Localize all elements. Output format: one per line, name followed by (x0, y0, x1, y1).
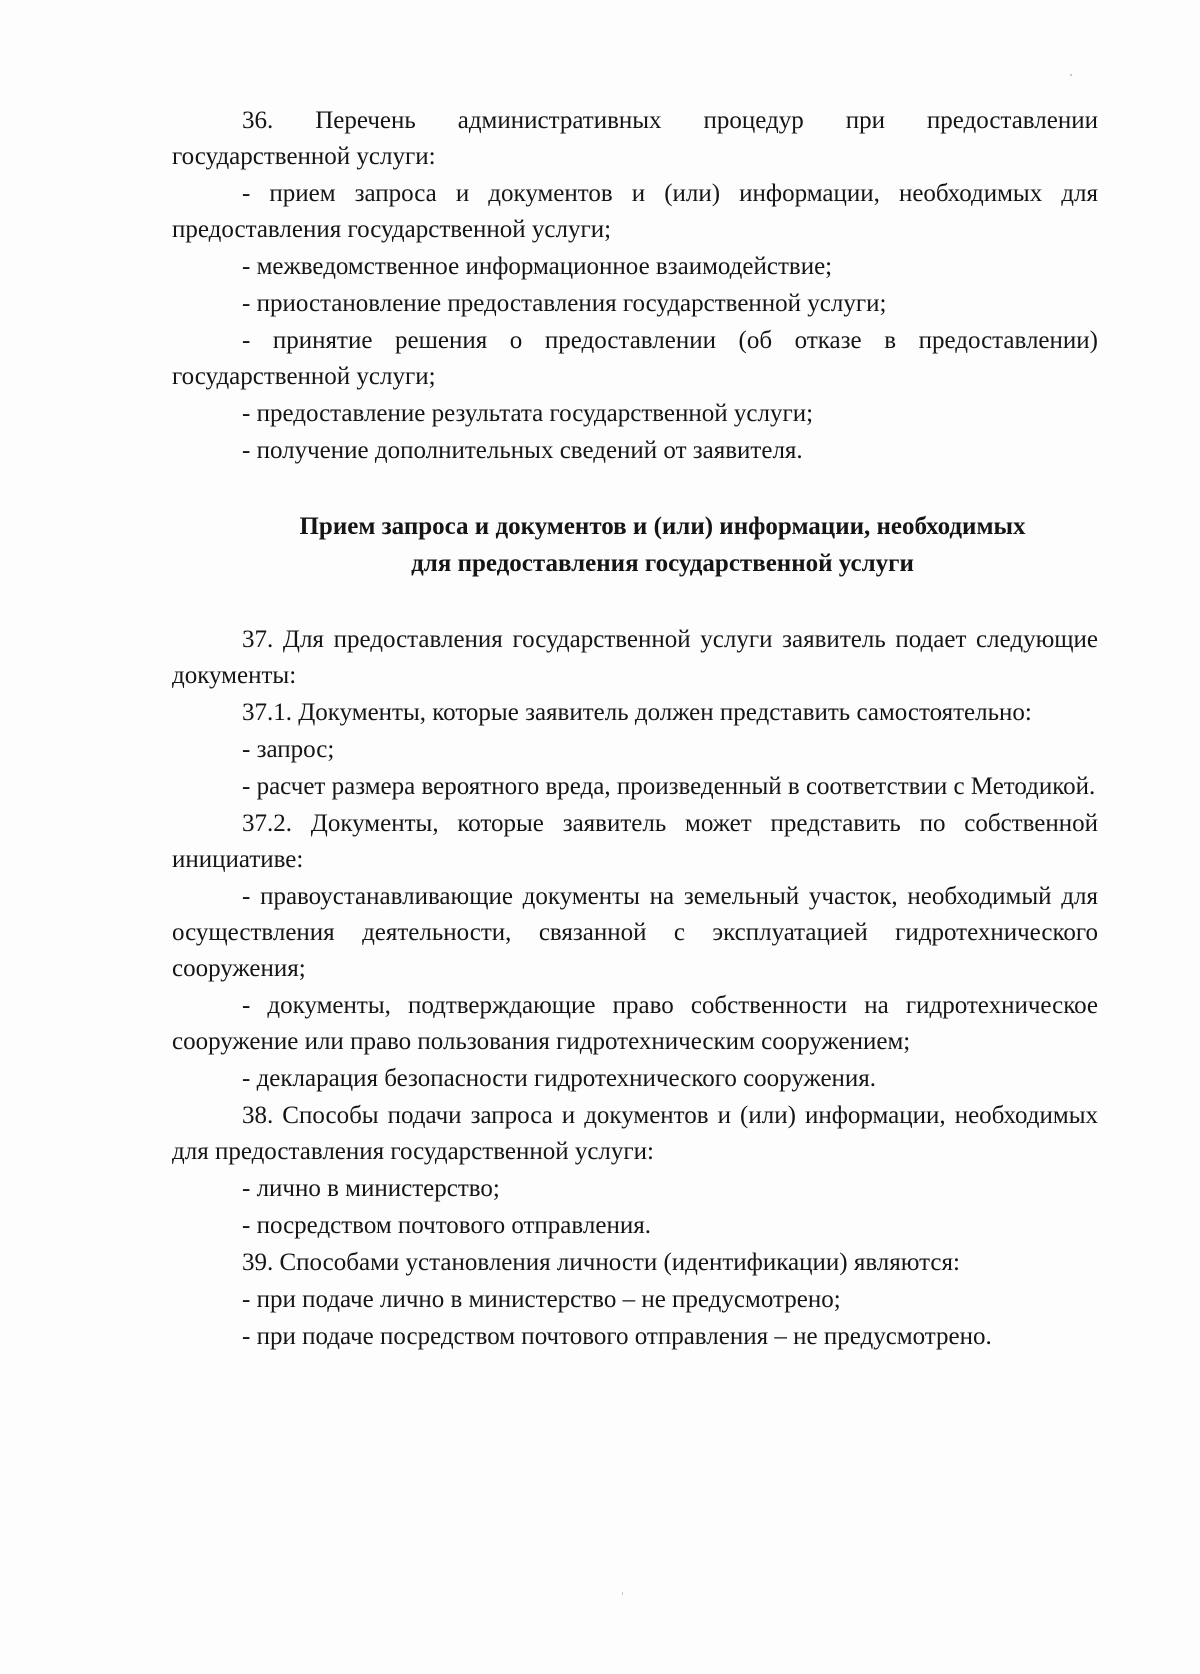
document-body (172, 103, 1098, 1356)
scan-speck (622, 1592, 623, 1595)
section-39-item-1: - при подаче лично в министерство – не предусмотрено; (242, 1286, 841, 1313)
section-37-intro: 37. Для предоставления государственной услуги заявитель подает следующие документы: (172, 626, 1098, 689)
section-38-item-2: - посредством почтового отправления. (242, 1212, 651, 1239)
section-39-intro: 39. Способами установления личности (идентификации) являются: (242, 1249, 960, 1276)
section-37-2-intro: 37.2. Документы, которые заявитель может представить по собственной инициативе: (172, 810, 1098, 873)
section-37-1-item-2: - расчет размера вероятного вреда, произведенный в соответствии с Методикой. (242, 773, 1096, 800)
section-36-item-6: - получение дополнительных сведений от заявителя. (242, 437, 803, 464)
section-36-item-1: - прием запроса и документов и (или) информации, необходимых для предоставления государственной услуги; (172, 180, 1098, 243)
section-36-intro: 36. Перечень административных процедур при предоставлении государственной услуги: (172, 107, 1098, 170)
section-37-2-item-1: - правоустанавливающие документы на земельный участок, необходимый для осуществления деятельности, связанной с эксплуатацией гидротехнического сооружения; (172, 883, 1098, 982)
section-37-1-item-1: - запрос; (242, 736, 335, 763)
section-36-item-5: - предоставление результата государственной услуги; (242, 400, 814, 427)
section-39-item-2: - при подаче посредством почтового отправления – не предусмотрено. (242, 1323, 992, 1350)
section-36-item-3: - приостановление предоставления государственной услуги; (242, 290, 887, 317)
section-heading (172, 508, 1098, 582)
section-37-1-intro: 37.1. Документы, которые заявитель должен представить самостоятельно: (242, 699, 1032, 726)
section-38-item-1: - лично в министерство; (242, 1175, 500, 1202)
section-38-intro: 38. Способы подачи запроса и документов и (или) информации, необходимых для предоставления государственной услуги: (172, 1102, 1098, 1165)
section-37-2-item-2: - документы, подтверждающие право собственности на гидротехническое сооружение или право пользования гидротехническим сооружением; (172, 992, 1098, 1055)
section-heading-line-2: для предоставления государственной услуги (411, 550, 914, 577)
scan-speck (1070, 74, 1072, 76)
section-heading-line-1: Прием запроса и документов и (или) информации, необходимых (299, 513, 1026, 540)
section-36-item-4: - принятие решения о предоставлении (об отказе в предоставлении) государственной услуги; (172, 327, 1098, 390)
section-36-item-2: - межведомственное информационное взаимодействие; (242, 253, 833, 280)
section-37-2-item-3: - декларация безопасности гидротехнического сооружения. (242, 1065, 877, 1092)
